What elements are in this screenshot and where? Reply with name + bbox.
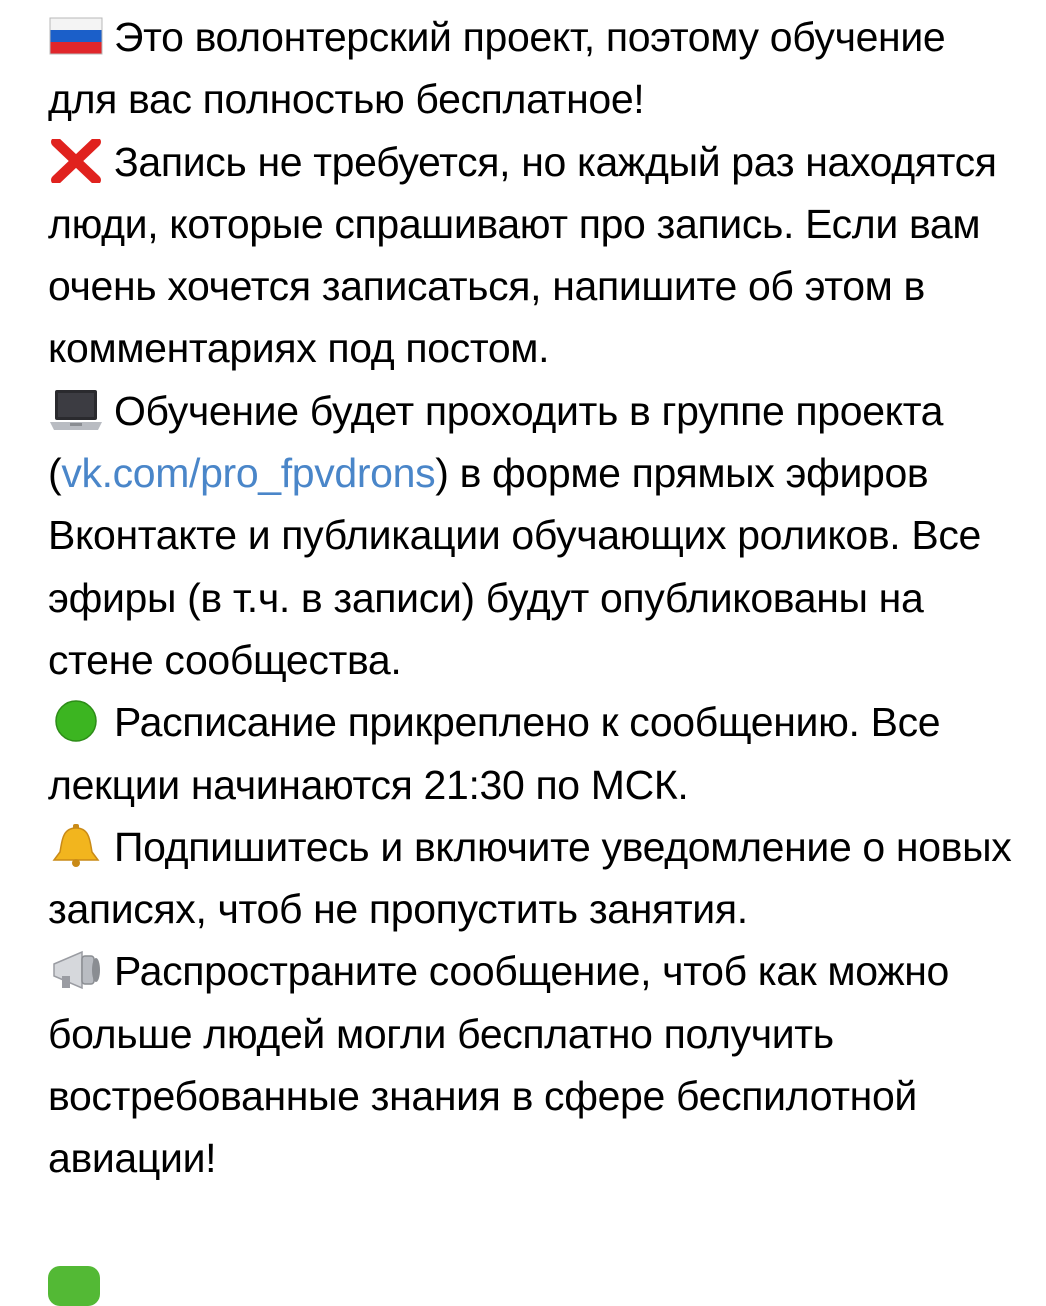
- russian-flag-icon: [48, 14, 104, 58]
- paragraph-subscribe: [48, 816, 1023, 941]
- paragraph-training-location: [48, 380, 1023, 691]
- paragraph-free-training: [48, 6, 1023, 131]
- red-cross-mark-icon: [48, 139, 104, 183]
- paragraph-text: Распространите сообщение, чтоб как можно больше людей могли бесплатно получить востребованные знания в сфере беспилотной авиации!: [48, 948, 950, 1182]
- paragraph-text-end: ) в форме прямых эфиров Вконтакте и публикации обучающих роликов. Все эфиры (в т.ч. в записи) будут опубликованы на стене сообщества.: [48, 450, 981, 683]
- laptop-icon: [48, 388, 104, 432]
- paragraph-share: [48, 940, 1023, 1189]
- megaphone-icon: [48, 948, 104, 992]
- group-link[interactable]: vk.com/pro_fpvdrons: [61, 450, 436, 497]
- green-square-icon: [48, 1266, 100, 1306]
- paragraph-schedule: [48, 691, 1023, 816]
- green-circle-icon: [48, 699, 104, 743]
- paragraph-text-start: Обучение будет проходить в группе проекта (: [48, 387, 944, 497]
- paragraph-no-registration: [48, 131, 1023, 380]
- paragraph-text: Расписание прикреплено к сообщению. Все лекции начинаются 21:30 по МСК.: [48, 699, 941, 808]
- paragraph-text: Запись не требуется, но каждый раз находятся люди, которые спрашивают про запись. Если вам очень хочется записаться, напишите об этом в комментариях под постом.: [48, 138, 997, 372]
- bell-icon: [48, 824, 104, 868]
- post-body: [48, 6, 1023, 1190]
- paragraph-text: Подпишитесь и включите уведомление о новых записях, чтоб не пропустить занятия.: [48, 823, 1012, 933]
- paragraph-text: Это волонтерский проект, поэтому обучение для вас полностью бесплатное!: [48, 14, 946, 123]
